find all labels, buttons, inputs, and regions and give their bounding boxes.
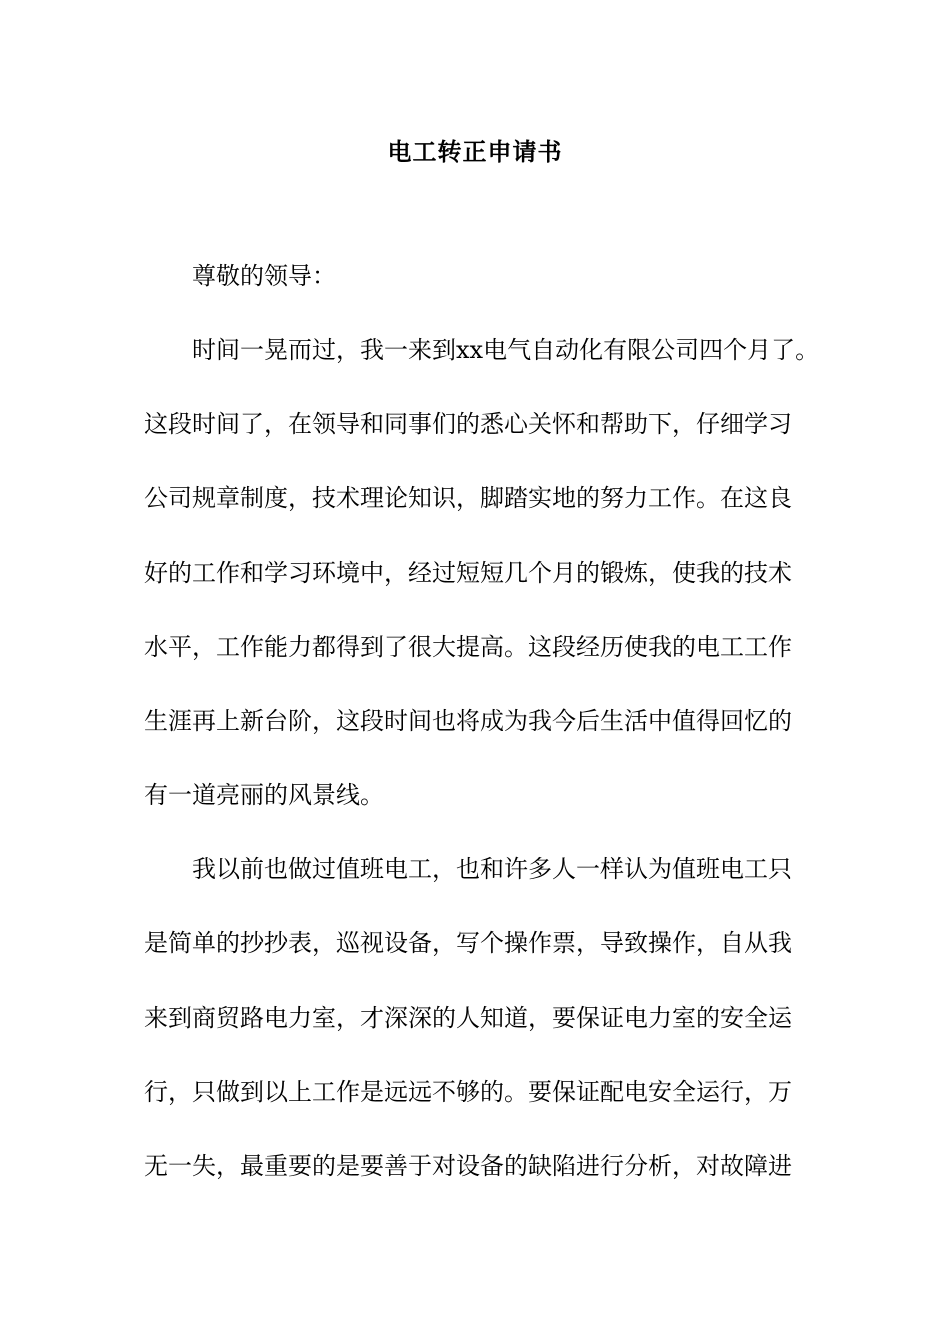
paragraph-2-line-4: 行，只做到以上工作是远远不够的。要保证配电安全运行，万 [144, 1078, 792, 1106]
paragraph-2-line-2: 是简单的抄抄表，巡视设备，写个操作票，导致操作，自从我 [144, 929, 792, 957]
paragraph-1-line-5: 水平，工作能力都得到了很大提高。这段经历使我的电工工作 [144, 633, 792, 661]
paragraph-1-line-1: 时间一晃而过，我一来到xx电气自动化有限公司四个月了。 [192, 336, 820, 364]
paragraph-1-line-7: 有一道亮丽的风景线。 [144, 781, 384, 809]
paragraph-2-line-5: 无一失，最重要的是要善于对设备的缺陷进行分析，对故障进 [144, 1152, 792, 1180]
paragraph-2-line-3: 来到商贸路电力室，才深深的人知道，要保证电力室的安全运 [144, 1004, 792, 1032]
paragraph-2-line-1: 我以前也做过值班电工，也和许多人一样认为值班电工只 [192, 855, 792, 883]
paragraph-1-line-2: 这段时间了，在领导和同事们的悉心关怀和帮助下，仔细学习 [144, 410, 792, 438]
document-title: 电工转正申请书 [387, 137, 563, 166]
paragraph-1-line-3: 公司规章制度，技术理论知识，脚踏实地的努力工作。在这良 [144, 484, 792, 512]
paragraph-1-line-4: 好的工作和学习环境中，经过短短几个月的锻炼，使我的技术 [144, 559, 792, 587]
paragraph-1-line-6: 生涯再上新台阶，这段时间也将成为我今后生活中值得回忆的 [144, 707, 792, 735]
salutation: 尊敬的领导： [192, 262, 336, 290]
